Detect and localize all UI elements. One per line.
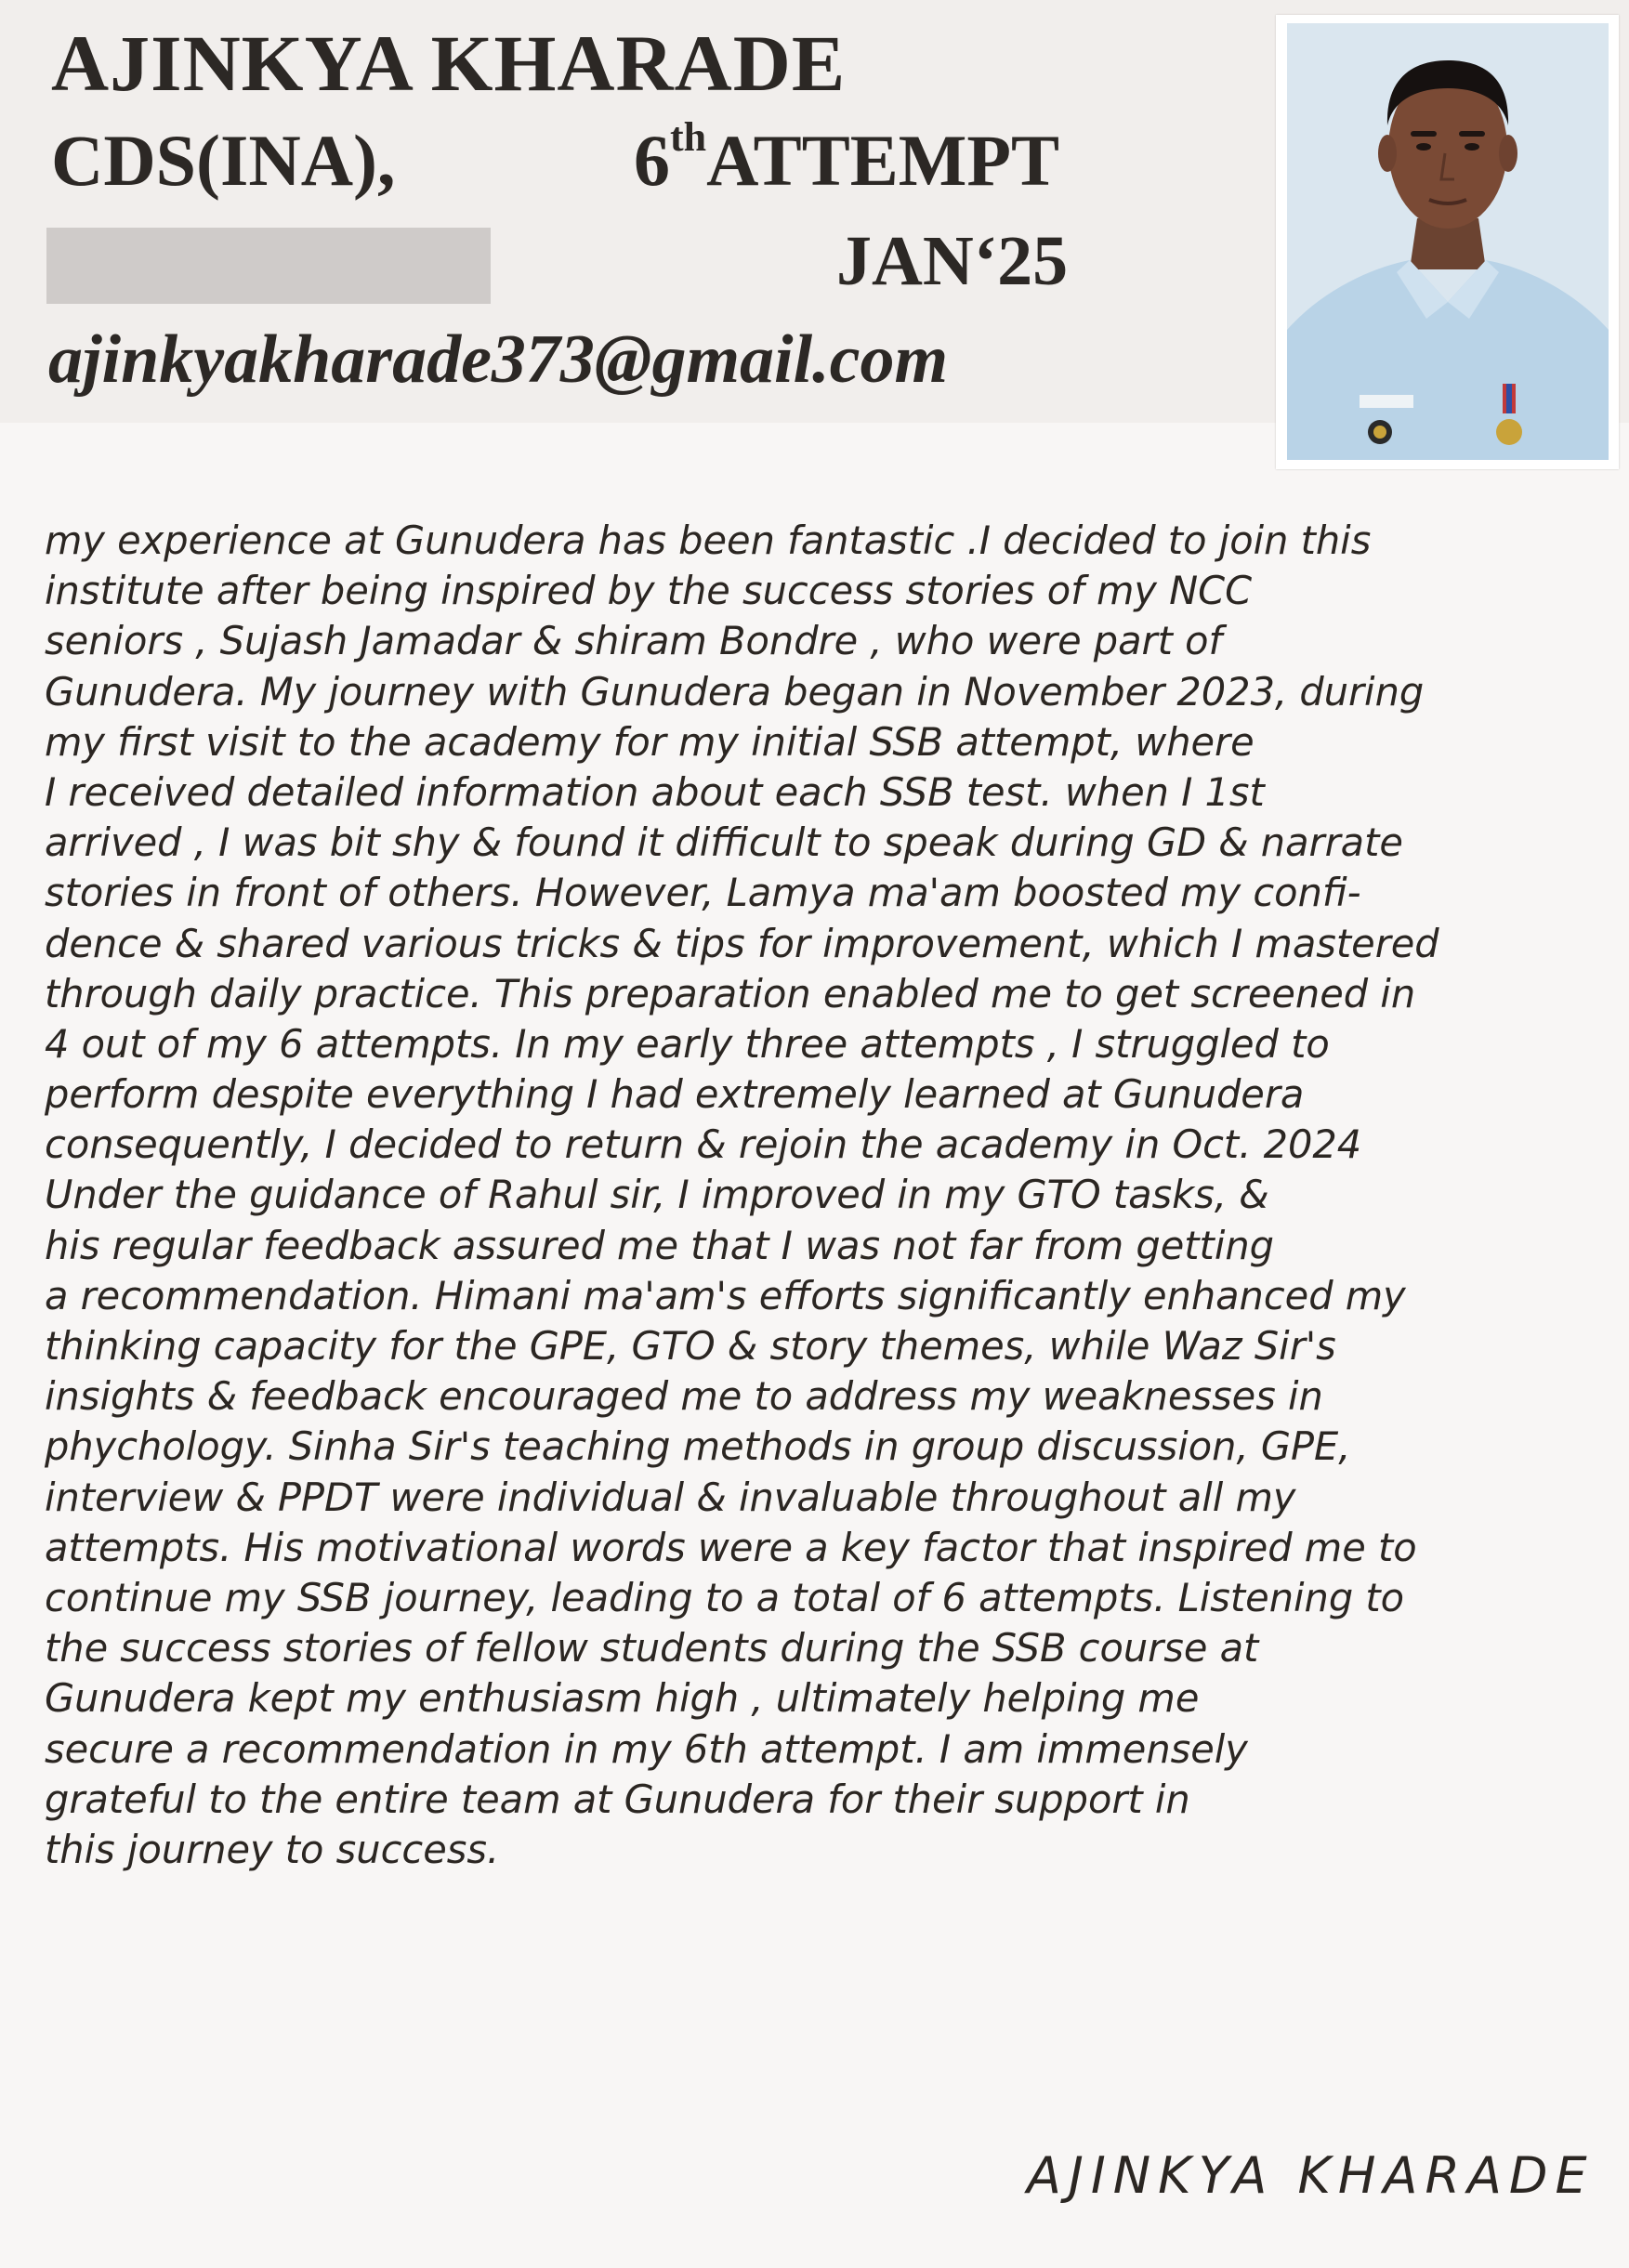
signature: AJINKYA KHARADE	[1027, 2146, 1595, 2205]
letter-line: this journey to success.	[45, 1826, 500, 1872]
letter-line: stories in front of others. However, Lamya ma'am boosted my confi-	[45, 870, 1361, 916]
attempt-suffix: th	[670, 114, 707, 160]
letter-line: secure a recommendation in my 6th attempt. I am immensely	[45, 1725, 1248, 1772]
letter-line: seniors , Sujash Jamadar & shiram Bondre , who were part of	[45, 618, 1223, 664]
letter-line: perform despite everything I had extremely learned at Gunudera	[45, 1071, 1305, 1118]
letter-line: thinking capacity for the GPE, GTO & story themes, while Waz Sir's	[45, 1323, 1336, 1369]
letter-line: Gunudera. My journey with Gunudera began in November 2023, during	[45, 668, 1425, 714]
redacted-field	[46, 228, 491, 304]
handwritten-letter	[45, 516, 1583, 1875]
letter-line: my first visit to the academy for my initial SSB attempt, where	[45, 718, 1255, 765]
letter-line: arrived , I was bit shy & found it difficult to speak during GD & narrate	[45, 819, 1403, 866]
letter-line: a recommendation. Himani ma'am's efforts significantly enhanced my	[45, 1272, 1406, 1318]
attempt-month: JAN‘25	[836, 222, 1069, 300]
letter-line: my experience at Gunudera has been fantastic .I decided to join this	[45, 518, 1372, 563]
letter-line: continue my SSB journey, leading to a total of 6 attempts. Listening to	[45, 1574, 1405, 1620]
letter-line: dence & shared various tricks & tips for improvement, which I mastered	[45, 920, 1439, 966]
letter-line: the success stories of fellow students during the SSB course at	[45, 1625, 1259, 1672]
letter-line: I received detailed information about each SSB test. when I 1st	[45, 768, 1265, 815]
attempt-number: 6	[634, 120, 670, 201]
attempt-label: ATTEMPT	[706, 120, 1060, 201]
candidate-email: ajinkyakharade373@gmail.com	[48, 321, 949, 398]
letter-line: consequently, I decided to return & rejoin the academy in Oct. 2024	[45, 1121, 1362, 1168]
letter-line: 4 out of my 6 attempts. In my early three attempts , I struggled to	[45, 1020, 1330, 1067]
letter-line: grateful to the entire team at Gunudera for their support in	[45, 1776, 1190, 1822]
letter-line: interview & PPDT were individual & invaluable throughout all my	[45, 1474, 1296, 1520]
letter-line: his regular feedback assured me that I was not far from getting	[45, 1222, 1274, 1268]
letter-line: attempts. His motivational words were a key factor that inspired me to	[45, 1524, 1417, 1570]
attempt-info	[634, 114, 1060, 203]
portrait-photo	[1287, 23, 1609, 460]
letter-line: Under the guidance of Rahul sir, I improved in my GTO tasks, &	[45, 1172, 1269, 1218]
exam-name: CDS(INA),	[51, 120, 396, 201]
letter-line: through daily practice. This preparation enabled me to get screened in	[45, 970, 1416, 1016]
letter-line: insights & feedback encouraged me to address my weaknesses in	[45, 1373, 1323, 1420]
candidate-name: AJINKYA KHARADE	[51, 19, 847, 108]
letter-line: phychology. Sinha Sir's teaching methods in group discussion, GPE,	[45, 1423, 1351, 1470]
letter-line: institute after being inspired by the success stories of my NCC	[45, 568, 1253, 614]
letter-line: Gunudera kept my enthusiasm high , ultimately helping me	[45, 1675, 1200, 1722]
